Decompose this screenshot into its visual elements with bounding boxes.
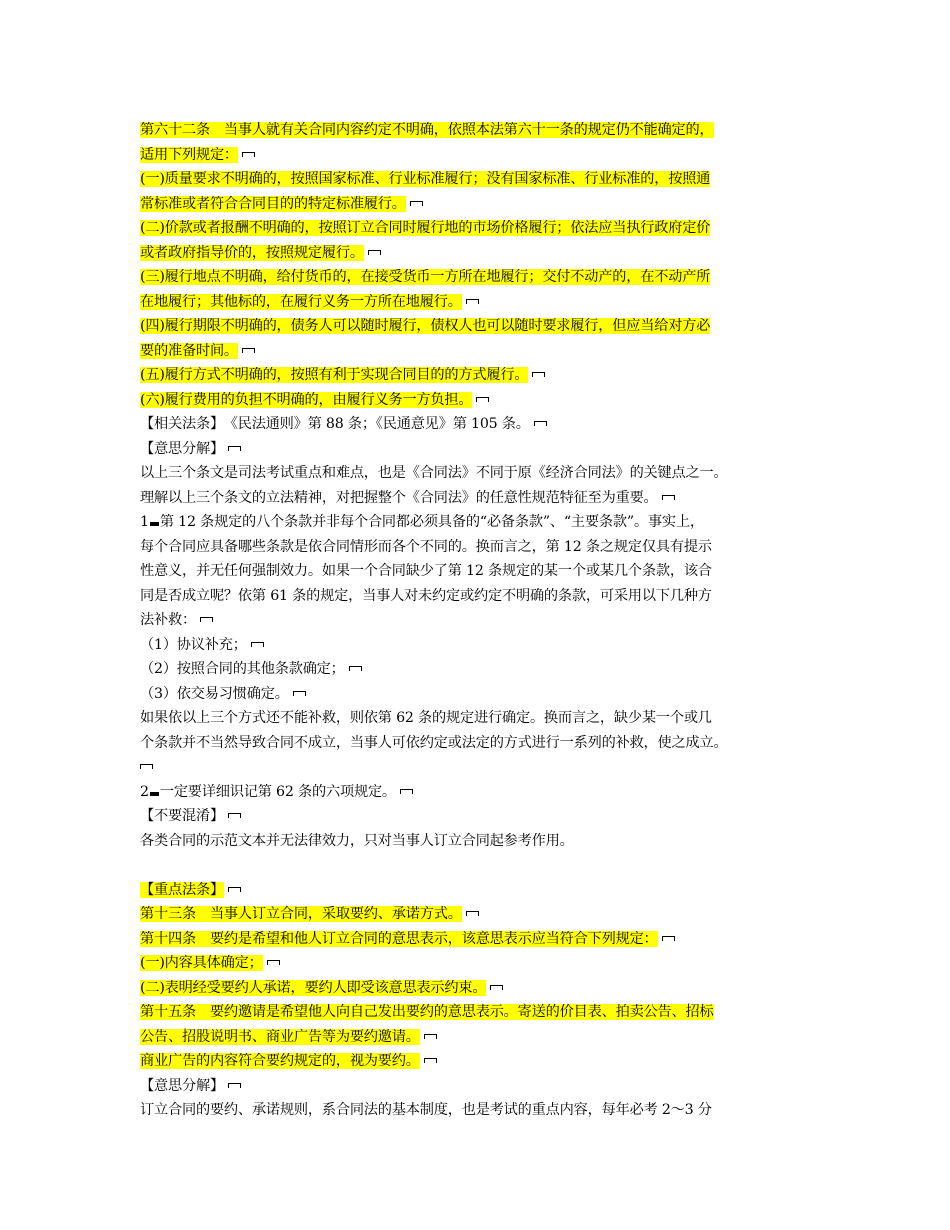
paragraph <box>140 927 820 952</box>
paragraph <box>140 437 820 462</box>
text-line <box>140 1098 820 1123</box>
paragraph <box>140 1098 820 1123</box>
line-text: 第六十二条 当事人就有关合同内容约定不明确，依照本法第六十一条的规定仍不能确定的， <box>140 122 714 138</box>
text-line <box>140 804 820 829</box>
paragraph <box>140 633 820 658</box>
blank-line <box>140 853 820 878</box>
line-text: 在地履行；其他标的，在履行义务一方所在地履行。 <box>140 293 462 310</box>
paragraph <box>140 412 820 437</box>
paragraph-mark-icon <box>532 372 545 377</box>
line-text: 法补救： <box>140 612 196 628</box>
line-text: (二)表明经受要约人承诺，要约人即受该意思表示约束。 <box>140 979 487 996</box>
line-text: （1）协议补充； <box>140 636 247 653</box>
text-line <box>140 780 820 805</box>
line-text: 【重点法条】 <box>140 881 224 898</box>
line-text: 一定要详细识记第 62 条的六项规定。 <box>159 783 396 800</box>
text-line <box>140 902 820 927</box>
list-number: 2 <box>140 783 149 800</box>
line-text: 如果依以上三个方式还不能补救，则依第 62 条的规定进行确定。换而言之，缺少某一个或几 <box>140 710 712 726</box>
line-text: 第 12 条规定的八个条款并非每个合同都必须具备的“必备条款”、“主要条款”。事实上， <box>159 514 704 530</box>
line-text: 常标准或者符合合同目的的特定标准履行。 <box>140 195 406 212</box>
paragraph <box>140 657 820 682</box>
line-text: (三)履行地点不明确，给付货币的，在接受货币一方所在地履行；交付不动产的，在不动产所 <box>140 269 711 285</box>
paragraph-mark-icon <box>424 1058 437 1063</box>
text-line <box>140 314 820 339</box>
paragraph <box>140 902 820 927</box>
paragraph-mark-icon <box>662 495 675 500</box>
text-line <box>140 682 820 707</box>
text-line <box>140 976 820 1001</box>
paragraph <box>140 216 820 265</box>
text-line <box>140 363 820 388</box>
text-line <box>140 608 820 633</box>
paragraph-mark-icon <box>368 250 381 255</box>
line-text: 【相关法条】 《民法通则》第 88 条；《民通意见》第 105 条。 <box>140 416 530 432</box>
paragraph-mark-icon <box>200 617 213 622</box>
line-text: (六)履行费用的负担不明确的，由履行义务一方负担。 <box>140 391 473 408</box>
text-line <box>140 265 820 290</box>
line-text: 以上三个条文是司法考试重点和难点，也是《合同法》不同于原《经济合同法》的关键点之一。 <box>140 465 728 481</box>
paragraph-mark-icon <box>349 666 362 671</box>
text-line <box>140 706 820 731</box>
text-line <box>140 167 820 192</box>
text-line <box>140 1000 820 1025</box>
paragraph <box>140 829 820 854</box>
text-line <box>140 951 820 976</box>
paragraph-mark-icon <box>534 421 547 426</box>
paragraph <box>140 118 820 167</box>
paragraph <box>140 363 820 388</box>
line-text: 各类合同的示范文本并无法律效力，只对当事人订立合同起参考作用。 <box>140 832 574 849</box>
text-line <box>140 559 820 584</box>
text-line <box>140 192 820 217</box>
paragraph <box>140 167 820 216</box>
list-number: 1 <box>140 514 149 530</box>
list-separator-icon <box>150 792 159 796</box>
text-line <box>140 510 820 535</box>
line-text: 【意思分解】 <box>140 1077 224 1094</box>
line-text: 第十三条 当事人订立合同，采取要约、承诺方式。 <box>140 906 462 922</box>
text-line <box>140 1025 820 1050</box>
paragraph <box>140 706 820 780</box>
line-text: （3）依交易习惯确定。 <box>140 685 289 702</box>
text-line <box>140 535 820 560</box>
text-line <box>140 290 820 315</box>
line-text: (五)履行方式不明确的，按照有利于实现合同目的的方式履行。 <box>140 367 529 383</box>
text-line <box>140 657 820 682</box>
paragraph-mark-icon <box>466 911 479 916</box>
paragraph-mark-icon <box>662 936 675 941</box>
paragraph <box>140 1000 820 1049</box>
text-line <box>140 829 820 854</box>
text-line <box>140 216 820 241</box>
paragraph-mark-icon <box>267 960 280 965</box>
line-text: 理解以上三个条文的立法精神，对把握整个《合同法》的任意性规范特征至为重要。 <box>140 489 658 506</box>
text-line <box>140 584 820 609</box>
paragraph <box>140 682 820 707</box>
paragraph-mark-icon <box>476 397 489 402</box>
paragraph-mark-icon <box>228 1083 241 1088</box>
paragraph-mark-icon <box>410 201 423 206</box>
line-text: 第十四条 要约是希望和他人订立合同的意思表示，该意思表示应当符合下列规定： <box>140 930 658 947</box>
paragraph <box>140 510 820 633</box>
line-text: (二)价款或者报酬不明确的，按照订立合同时履行地的市场价格履行；依法应当执行政府定价 <box>140 220 711 236</box>
text-line <box>140 633 820 658</box>
paragraph-mark-icon <box>400 789 413 794</box>
text-line <box>140 486 820 511</box>
text-line <box>140 118 820 143</box>
paragraph-mark-icon <box>228 446 241 451</box>
paragraph <box>140 1049 820 1074</box>
line-text: 【意思分解】 <box>140 440 224 457</box>
paragraph <box>140 951 820 976</box>
line-text: 同是否成立呢？依第 61 条的规定，当事人对未约定或约定不明确的条款，可采用以下几种方 <box>140 587 712 604</box>
paragraph-mark-icon <box>490 985 503 990</box>
paragraph-mark-icon <box>228 887 241 892</box>
text-line <box>140 755 820 780</box>
paragraph <box>140 804 820 829</box>
paragraph <box>140 1074 820 1099</box>
text-line <box>140 878 820 903</box>
paragraph-mark-icon <box>140 764 153 769</box>
paragraph-mark-icon <box>466 299 479 304</box>
line-text: 订立合同的要约、承诺规则，系合同法的基本制度，也是考试的重点内容，每年必考 2～3 分 <box>140 1102 712 1118</box>
line-text: 性意义，并无任何强制效力。如果一个合同缺少了第 12 条规定的某一个或某几个条款，该合 <box>140 563 712 579</box>
paragraph <box>140 314 820 363</box>
line-text: 每个合同应具备哪些条款是依合同情形而各个不同的。换而言之，第 12 条之规定仅具有提示 <box>140 538 712 555</box>
line-text: 【不要混淆】 <box>140 808 224 824</box>
line-text: 商业广告的内容符合要约规定的，视为要约。 <box>140 1053 420 1069</box>
text-line <box>140 412 820 437</box>
paragraph-mark-icon <box>424 1034 437 1039</box>
paragraph <box>140 878 820 903</box>
line-text: （2）按照合同的其他条款确定； <box>140 661 345 677</box>
paragraph <box>140 976 820 1001</box>
line-text: 第十五条 要约邀请是希望他人向自己发出要约的意思表示。寄送的价目表、拍卖公告、招标 <box>140 1004 714 1020</box>
text-line <box>140 731 820 756</box>
line-text: 或者政府指导价的，按照规定履行。 <box>140 244 364 261</box>
text-line <box>140 461 820 486</box>
paragraph <box>140 780 820 805</box>
paragraph-mark-icon <box>293 691 306 696</box>
text-line <box>140 1049 820 1074</box>
document-body <box>140 118 820 1123</box>
paragraph-mark-icon <box>242 152 255 157</box>
text-line <box>140 143 820 168</box>
line-text: (一)质量要求不明确的，按照国家标准、行业标准履行；没有国家标准、行业标准的，按照通 <box>140 171 711 187</box>
text-line <box>140 388 820 413</box>
paragraph <box>140 388 820 413</box>
line-text: 公告、招股说明书、商业广告等为要约邀请。 <box>140 1028 420 1045</box>
line-text: 要的准备时间。 <box>140 342 238 359</box>
text-line <box>140 437 820 462</box>
line-text: (四)履行期限不明确的，债务人可以随时履行，债权人也可以随时要求履行，但应当给对方必 <box>140 318 711 334</box>
paragraph <box>140 265 820 314</box>
text-line <box>140 241 820 266</box>
line-text: 适用下列规定： <box>140 146 238 163</box>
list-separator-icon <box>150 522 159 526</box>
paragraph <box>140 461 820 510</box>
paragraph-mark-icon <box>242 348 255 353</box>
line-text: (一)内容具体确定； <box>140 955 263 971</box>
text-line <box>140 927 820 952</box>
paragraph-mark-icon <box>228 813 241 818</box>
text-line <box>140 1074 820 1099</box>
line-text: 个条款并不当然导致合同不成立，当事人可依约定或法定的方式进行一系列的补救，使之成立。 <box>140 734 728 751</box>
text-line <box>140 339 820 364</box>
paragraph-mark-icon <box>251 642 264 647</box>
